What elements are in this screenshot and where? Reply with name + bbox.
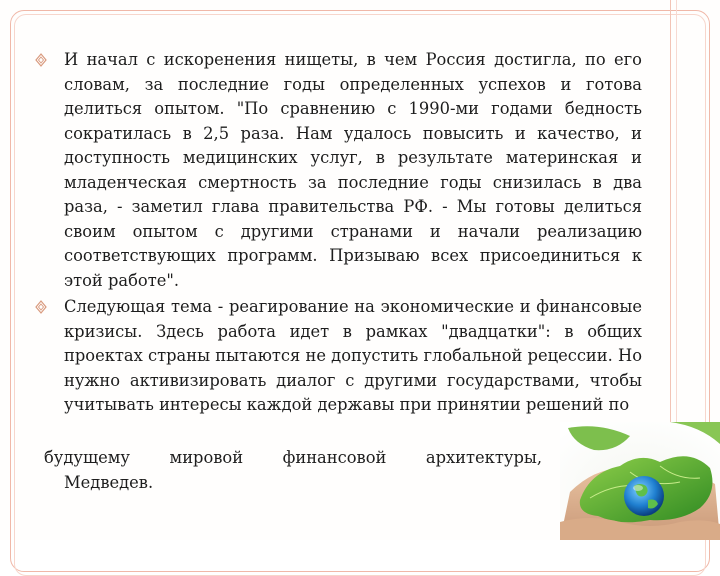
bullet-item <box>34 295 642 418</box>
word: мировой <box>169 448 244 467</box>
bullet-diamond-icon <box>34 53 48 67</box>
continuation-text <box>44 446 624 495</box>
word: архитектуры, <box>425 448 542 467</box>
word: финансовой <box>282 448 387 467</box>
continuation-line: Медведев. <box>64 472 154 492</box>
bullet-text: Следующая тема - реагирование на экономические и финансовые кризисы. Здесь работа идет в рамках "двадцатки": в общих проектах страны пытаются не допустить глобальной рецессии. Но нужно активизировать диалог с другими государствами, чтобы учитывать интересы каждой державы при принятии решений по <box>64 297 642 414</box>
bullet-item <box>34 48 642 293</box>
bullet-diamond-icon <box>34 300 48 314</box>
continuation-line <box>44 446 542 471</box>
word: будущему <box>44 448 131 467</box>
bullet-list <box>34 48 642 420</box>
hands-holding-globe-on-leaves-image <box>560 422 720 540</box>
bullet-text: И начал с искоренения нищеты, в чем Россия достигла, по его словам, за последние годы определенных успехов и готова делиться опытом. "По сравнению с 1990-ми годами бедность сократилась в 2,5 раза. Нам удалось повысить и качество, и доступность медицинских услуг, в результате материнская и младенческая смертность за последние годы снизилась в два раза, - заметил глава правительства РФ. - Мы готовы делиться своим опытом с другими странами и начали реализацию соответствующих программ. Призываю всех присоединиться к этой работе". <box>64 50 642 290</box>
